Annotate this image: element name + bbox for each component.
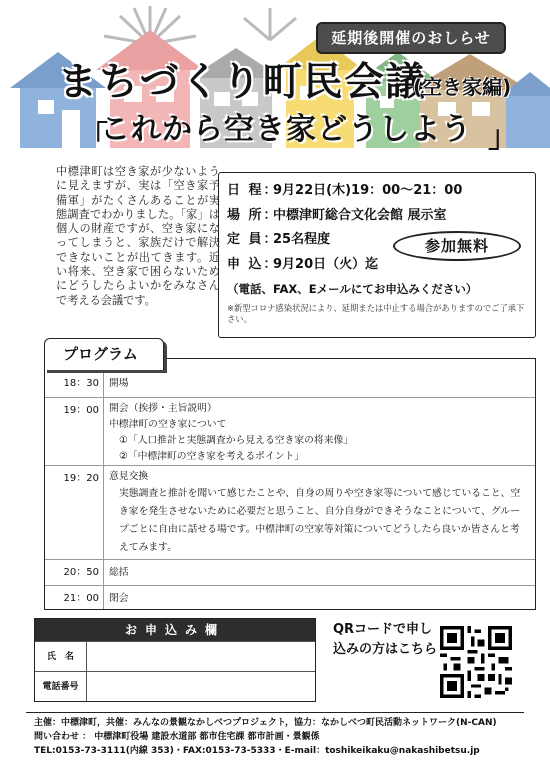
event-details-box bbox=[218, 172, 536, 338]
footer-organizers: 主催：中標津町，共催：みんなの景観なかしべつプロジェクト，協力：なかしべつ町民活動ネットワーク(N-CAN) bbox=[34, 718, 497, 728]
intro-paragraph: 中標津町は空き家が少ないように見えますが、実は「空き家予備軍」がたくさんあることが実態調査でわかりました。「家」は個人の財産ですが、空き家になってしまうと、家族だけで解決できないことが出てきます。近い将来、空き家で困らないためにどうしたらよいかをみなさんで考える会議です。 bbox=[56, 165, 220, 307]
program-row bbox=[45, 371, 535, 397]
name-field-label: 氏 名 bbox=[35, 642, 87, 671]
event-venue-value: 中標津町総合文化会館 展示室 bbox=[273, 207, 447, 223]
program-divider bbox=[103, 371, 104, 397]
program-box bbox=[44, 358, 536, 610]
program-row bbox=[45, 465, 535, 559]
event-venue-row bbox=[227, 204, 527, 229]
event-apply-key: 申 込： bbox=[227, 256, 279, 272]
footer-inquiry: 問い合わせ ： 中標津町役場 建設水道部 都市住宅課 都市計画・景観係 bbox=[34, 732, 320, 742]
application-form-heading: お申込み欄 bbox=[35, 619, 315, 641]
program-line: 中標津町の空き家について bbox=[109, 419, 227, 430]
program-row bbox=[45, 585, 535, 609]
program-item-text: 開場 bbox=[109, 378, 129, 389]
header-banner bbox=[0, 0, 550, 150]
title-suffix: (空き家編) bbox=[413, 75, 512, 99]
event-apply-value: 9月20日（火）迄 bbox=[273, 256, 379, 272]
page-subtitle: これから空き家どうしよう bbox=[100, 112, 472, 147]
program-subitem: ②「中標津町の空き家を考えるポイント」 bbox=[119, 451, 305, 462]
program-item-text: 閉会 bbox=[109, 593, 129, 604]
program-divider bbox=[103, 466, 104, 559]
program-time: 20：50 bbox=[63, 567, 99, 578]
event-capacity-key: 定 員： bbox=[227, 232, 279, 247]
program-divider bbox=[103, 560, 104, 585]
qr-instruction-text: QRコードで申し込みの方はこちら bbox=[333, 622, 438, 657]
program-row bbox=[45, 397, 535, 465]
event-contact-methods: （電話、FAX、Eメールにてお申込みください） bbox=[227, 282, 478, 296]
program-time: 19：00 bbox=[63, 405, 99, 416]
covid-note: ※新型コロナ感染状況により、延期または中止する場合がありますのでご了承下さい。 bbox=[227, 303, 525, 324]
event-capacity-value: 25名程度 bbox=[273, 232, 331, 247]
page-title: まちづくり町民会議 bbox=[58, 60, 427, 105]
phone-field-row[interactable] bbox=[35, 671, 315, 701]
program-subitem: ①「人口推計と実態調査から見える空き家の将来像」 bbox=[119, 435, 354, 446]
program-time: 18：30 bbox=[63, 378, 99, 389]
footer bbox=[34, 716, 534, 758]
free-admission-badge: 参加無料 bbox=[393, 231, 521, 261]
event-date-row bbox=[227, 179, 527, 204]
qr-code-icon[interactable] bbox=[440, 626, 512, 698]
program-heading-tab: プログラム bbox=[44, 338, 164, 370]
program-time: 21：00 bbox=[63, 593, 99, 604]
program-line: 開会（挨拶・主旨説明） bbox=[109, 403, 217, 414]
footer-contact[interactable]: TEL:0153-73-3111(内線 353)・FAX:0153-73-5333・E-mail：toshikeikaku@nakashibetsu.jp bbox=[34, 746, 480, 756]
program-description: 実態調査と推計を聞いて感じたことや、自身の周りや空き家等について感じていること、空き家を発生させないために必要だと思うこと、自分自身ができそうなことについて、グループごとに自由に話せる場です。中標津町の空家等対策についてどうしたら良いか皆さんと考えてみます。 bbox=[119, 488, 521, 553]
event-date-value: 9月22日(木)19：00～21：00 bbox=[273, 183, 463, 198]
event-date-key: 日 程： bbox=[227, 183, 279, 198]
phone-field-label: 電話番号 bbox=[35, 672, 87, 701]
name-field-row[interactable] bbox=[35, 641, 315, 671]
program-divider bbox=[103, 586, 104, 609]
program-divider bbox=[103, 398, 104, 465]
postponement-notice-badge: 延期後開催のおしらせ bbox=[316, 22, 506, 54]
program-time: 19：20 bbox=[63, 473, 99, 484]
subtitle-quote-open: 「 bbox=[78, 120, 108, 150]
footer-divider bbox=[26, 712, 524, 713]
sunburst-icon bbox=[104, 6, 296, 44]
subtitle-quote-close: 」 bbox=[488, 120, 518, 150]
program-item-text bbox=[109, 401, 529, 465]
program-item-text: 総括 bbox=[109, 567, 129, 578]
program-item-text bbox=[109, 469, 529, 557]
event-venue-key: 場 所： bbox=[227, 207, 279, 223]
application-form bbox=[34, 618, 316, 702]
program-row bbox=[45, 559, 535, 585]
program-line: 意見交換 bbox=[109, 471, 149, 482]
